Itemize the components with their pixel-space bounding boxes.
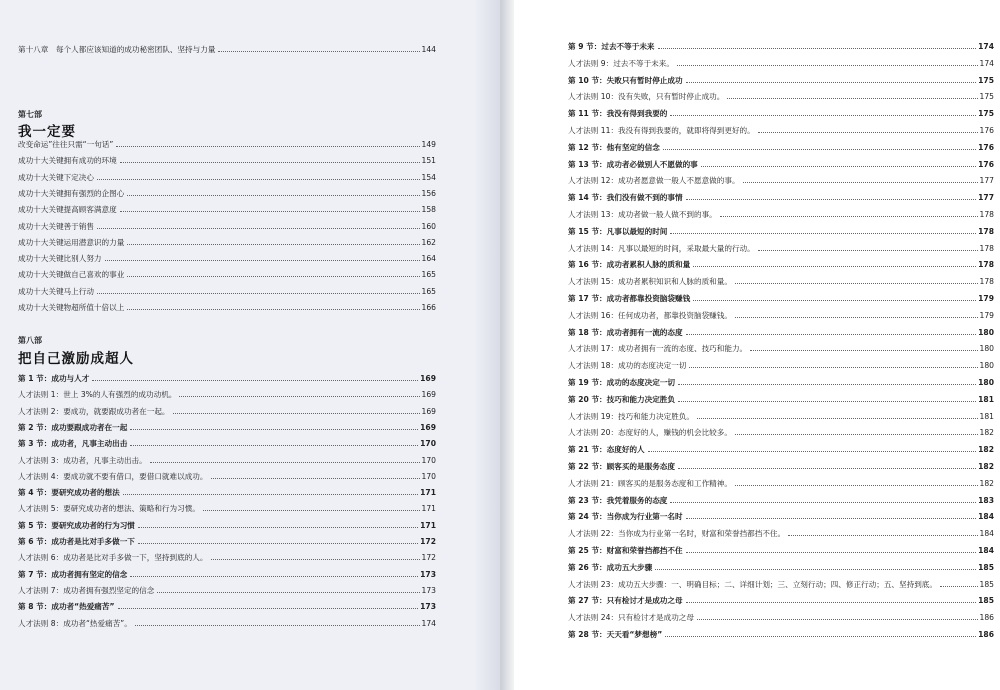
toc-entry-title: 成功十大关键物超所值十倍以上	[18, 303, 125, 312]
toc-entry	[18, 503, 436, 514]
dot-leader	[750, 350, 977, 351]
toc-entry-page: 180	[978, 378, 994, 387]
dot-leader	[677, 65, 978, 66]
toc-entry-title: 第 17 节：成功者都靠投资脑袋赚钱	[568, 294, 691, 303]
toc-section-entry	[568, 327, 994, 338]
toc-entry-page: 151	[421, 156, 436, 166]
toc-entry-page: 182	[978, 462, 994, 471]
dot-leader	[127, 309, 419, 310]
toc-section-entry	[568, 41, 994, 52]
toc-entry-page: 180	[979, 344, 994, 354]
toc-section-entry	[18, 601, 436, 612]
toc-entry-title: 第 5 节：要研究成功者的行为习惯	[18, 520, 135, 530]
toc-entry-title: 第 26 节：成功五大步骤	[568, 562, 653, 572]
toc-entry	[18, 455, 436, 466]
part-label: 第八部	[18, 336, 42, 345]
toc-entry-title: 人才法则 1：世上 3%的人有强烈的成功动机。	[18, 390, 177, 400]
toc-entry-page: 172	[420, 537, 436, 546]
toc-entry-page: 170	[421, 471, 436, 481]
toc-section-entry	[568, 629, 994, 640]
toc-entry-title: 第十八章 每个人都应该知道的成功秘密团队、坚持与力量	[18, 45, 216, 54]
toc-entry	[18, 471, 436, 482]
dot-leader	[211, 478, 420, 479]
toc-entry-title: 人才法则 18：成功的态度决定一切	[568, 361, 687, 371]
toc-entry-title: 人才法则 17：成功者拥有一流的态度、技巧和能力。	[568, 344, 748, 354]
dot-leader	[97, 179, 420, 180]
toc-entry	[18, 155, 436, 166]
toc-entry-title: 成功十大关键拥有强烈的企图心	[18, 188, 125, 198]
toc-entry-page: 184	[979, 529, 994, 539]
toc-entry-page: 165	[421, 286, 436, 296]
toc-entry-title: 人才法则 7：成功者拥有强烈坚定的信念	[18, 585, 155, 595]
book-gutter	[500, 0, 514, 690]
toc-entry-page: 154	[421, 172, 436, 182]
toc-entry-page: 175	[978, 75, 994, 85]
toc-entry-page: 144	[421, 45, 436, 54]
toc-entry	[18, 204, 436, 215]
toc-entry-title: 第 13 节：成功者必做别人不愿做的事	[568, 159, 698, 169]
toc-entry-title: 第 19 节：成功的态度决定一切	[568, 378, 675, 387]
toc-entry	[18, 302, 436, 313]
toc-entry-title: 成功十大关键提高顾客满意度	[18, 205, 117, 215]
toc-entry-title: 第 1 节：成功与人才	[18, 374, 90, 383]
dot-leader	[670, 233, 976, 234]
dot-leader	[655, 569, 976, 570]
toc-entry	[18, 286, 436, 297]
toc-entry-page: 178	[978, 260, 994, 270]
toc-section-entry	[568, 75, 994, 86]
toc-entry	[568, 125, 994, 136]
toc-entry-page: 182	[978, 445, 994, 455]
toc-entry-title: 第 9 节：过去不等于未来	[568, 42, 655, 51]
toc-section-entry	[18, 422, 436, 433]
dot-leader	[648, 451, 977, 452]
right-page	[514, 0, 1000, 690]
toc-entry-title: 第 6 节：成功者是比对手多做一下	[18, 537, 135, 546]
toc-entry-page: 185	[978, 562, 994, 572]
toc-entry-page: 169	[420, 374, 436, 383]
toc-entry-page: 178	[978, 226, 994, 236]
dot-leader	[940, 586, 978, 587]
toc-entry-page: 172	[421, 553, 436, 563]
toc-entry-title: 第 27 节：只有检讨才是成功之母	[568, 596, 683, 606]
toc-entry-page: 179	[979, 310, 994, 320]
dot-leader	[118, 608, 419, 609]
toc-entry-title: 第 25 节：财富和荣誉挡都挡不住	[568, 546, 683, 555]
toc-entry	[18, 389, 436, 400]
toc-entry	[18, 269, 436, 280]
dot-leader	[735, 434, 978, 435]
toc-entry	[18, 552, 436, 563]
toc-entry-page: 181	[978, 394, 994, 404]
toc-entry-page: 178	[979, 243, 994, 253]
toc-entry-page: 156	[421, 188, 436, 198]
part-title: 我一定要	[18, 124, 76, 140]
dot-leader	[686, 602, 977, 603]
toc-entry-title: 人才法则 22：当你成为行业第一名时，财富和荣誉挡都挡不住。	[568, 529, 786, 539]
toc-entry-title: 人才法则 11：我没有得到我要的，就即将得到更好的。	[568, 126, 755, 135]
dot-leader	[120, 211, 420, 212]
toc-entry	[568, 276, 994, 287]
toc-section-entry	[568, 394, 994, 405]
dot-leader	[211, 559, 420, 560]
toc-entry-page: 180	[978, 327, 994, 337]
dot-leader	[123, 494, 418, 495]
dot-leader	[150, 462, 420, 463]
toc-entry-title: 第 15 节：凡事以最短的时间	[568, 226, 668, 236]
toc-entry	[568, 58, 994, 69]
toc-entry-page: 184	[978, 546, 994, 555]
dot-leader	[120, 162, 420, 163]
toc-entry-page: 169	[420, 422, 436, 432]
toc-entry	[568, 411, 994, 422]
dot-leader	[788, 535, 977, 536]
toc-entry-title: 第 22 节：顾客买的是服务态度	[568, 462, 675, 471]
dot-leader	[670, 115, 976, 116]
toc-entry-page: 186	[978, 630, 994, 639]
toc-entry-title: 人才法则 14：凡事以最短的时间，采取最大量的行动。	[568, 243, 755, 253]
toc-entry-page: 166	[421, 303, 436, 312]
toc-entry-title: 第 21 节：态度好的人	[568, 445, 645, 455]
toc-section-entry	[568, 444, 994, 455]
dot-leader	[686, 552, 977, 553]
dot-leader	[138, 527, 418, 528]
toc-entry-title: 人才法则 2：要成功，就要跟成功者在一起。	[18, 406, 170, 416]
toc-entry	[18, 221, 436, 232]
dot-leader	[697, 418, 978, 419]
toc-entry-title: 第 11 节：我没有得到我要的	[568, 109, 668, 119]
dot-leader	[663, 149, 976, 150]
dot-leader	[127, 195, 419, 196]
toc-entry-title: 人才法则 6：成功者是比对手多做一下，坚持到底的人。	[18, 553, 208, 563]
toc-entry-page: 173	[420, 602, 436, 612]
dot-leader	[727, 98, 977, 99]
toc-entry-title: 第 23 节：我凭着服务的态度	[568, 495, 668, 505]
dot-leader	[689, 367, 977, 368]
toc-entry-title: 第 18 节：成功者拥有一流的态度	[568, 327, 683, 337]
dot-leader	[116, 146, 419, 147]
toc-section-entry	[568, 562, 994, 573]
toc-entry	[18, 188, 436, 199]
toc-entry	[18, 172, 436, 183]
dot-leader	[678, 468, 976, 469]
dot-leader	[686, 518, 977, 519]
dot-leader	[686, 199, 977, 200]
toc-entry-title: 第 12 节：他有坚定的信念	[568, 142, 660, 152]
toc-entry	[18, 253, 436, 264]
toc-entry	[568, 209, 994, 220]
toc-entry	[568, 427, 994, 438]
toc-entry-page: 183	[978, 495, 994, 505]
toc-entry-title: 成功十大关键比别人努力	[18, 254, 102, 264]
toc-entry-page: 149	[421, 140, 436, 149]
toc-entry-page: 169	[421, 390, 436, 400]
dot-leader	[130, 429, 418, 430]
toc-entry-title: 成功十大关键马上行动	[18, 286, 94, 296]
toc-entry-title: 人才法则 19：技巧和能力决定胜负。	[568, 411, 694, 421]
dot-leader	[97, 228, 420, 229]
toc-section-entry	[18, 569, 436, 580]
toc-entry	[18, 139, 436, 150]
toc-entry-page: 160	[421, 221, 436, 231]
toc-entry-page: 164	[421, 254, 436, 264]
toc-section-entry	[568, 595, 994, 606]
toc-entry-page: 185	[979, 579, 994, 589]
toc-entry	[568, 243, 994, 254]
toc-entry-page: 165	[421, 270, 436, 280]
dot-leader	[720, 216, 978, 217]
toc-entry-page: 177	[979, 176, 994, 186]
dot-leader	[179, 396, 419, 397]
toc-section-entry	[568, 377, 994, 388]
part-title: 把自己激励成超人	[18, 351, 134, 367]
toc-entry-page: 174	[979, 58, 994, 68]
toc-entry-title: 成功十大关键拥有成功的环境	[18, 156, 117, 166]
toc-section-entry	[568, 545, 994, 556]
dot-leader	[130, 576, 418, 577]
dot-leader	[105, 260, 420, 261]
toc-entry-page: 171	[421, 504, 436, 514]
toc-entry-title: 成功十大关键运用潜意识的力量	[18, 237, 125, 247]
part-label: 第七部	[18, 110, 42, 119]
toc-section-entry	[568, 511, 994, 522]
toc-entry-title: 人才法则 13：成功者做一般人做不到的事。	[568, 210, 717, 219]
toc-entry-title: 人才法则 3：成功者，凡事主动出击。	[18, 455, 147, 465]
toc-entry-page: 174	[978, 42, 994, 51]
toc-entry	[18, 585, 436, 596]
dot-leader	[693, 266, 976, 267]
toc-entry-title: 人才法则 24：只有检讨才是成功之母	[568, 613, 694, 623]
toc-entry-page: 173	[421, 585, 436, 595]
toc-entry-page: 174	[421, 618, 436, 628]
toc-entry-title: 改变命运”往往只需“一句话”	[18, 140, 114, 149]
toc-entry-title: 第 4 节：要研究成功者的想法	[18, 488, 120, 498]
toc-entry	[568, 528, 994, 539]
toc-entry-page: 175	[979, 92, 994, 102]
toc-entry-title: 人才法则 21：顾客买的是服务态度和工作精神。	[568, 478, 732, 488]
toc-entry-page: 178	[979, 277, 994, 287]
dot-leader	[735, 485, 978, 486]
dot-leader	[97, 293, 420, 294]
toc-entry-title: 第 10 节：失败只有暂时停止成功	[568, 75, 683, 85]
toc-entry-title: 第 20 节：技巧和能力决定胜负	[568, 394, 675, 404]
toc-entry-title: 人才法则 4：要成功就不要有借口，要借口就难以成功。	[18, 471, 208, 481]
toc-section-entry	[568, 142, 994, 153]
toc-entry-page: 176	[978, 142, 994, 152]
toc-entry-page: 179	[978, 294, 994, 303]
toc-entry	[18, 44, 436, 55]
toc-entry-page: 171	[420, 488, 436, 498]
toc-entry	[568, 343, 994, 354]
toc-entry-page: 186	[979, 613, 994, 623]
toc-section-entry	[18, 487, 436, 498]
toc-entry-title: 第 3 节：成功者，凡事主动出击	[18, 439, 128, 449]
dot-leader	[686, 82, 977, 83]
dot-leader	[135, 625, 420, 626]
toc-entry	[18, 406, 436, 417]
toc-entry-title: 第 7 节：成功者拥有坚定的信念	[18, 569, 128, 579]
toc-entry-title: 第 14 节：我们没有做不到的事情	[568, 193, 683, 203]
toc-entry	[18, 618, 436, 629]
toc-section-entry	[18, 536, 436, 547]
toc-entry-page: 184	[978, 512, 994, 522]
dot-leader	[678, 384, 976, 385]
toc-section-entry	[568, 159, 994, 170]
toc-section-entry	[568, 293, 994, 304]
toc-entry-title: 第 8 节：成功者“热爱痛苦”	[18, 602, 115, 612]
dot-leader	[701, 166, 976, 167]
toc-section-entry	[568, 226, 994, 237]
toc-entry-page: 162	[421, 237, 436, 247]
dot-leader	[665, 636, 976, 637]
toc-entry-page: 181	[979, 411, 994, 421]
toc-entry-page: 158	[421, 205, 436, 215]
dot-leader	[130, 445, 418, 446]
dot-leader	[670, 502, 976, 503]
dot-leader	[678, 401, 976, 402]
toc-section-entry	[18, 520, 436, 531]
dot-leader	[127, 276, 419, 277]
toc-entry-title: 人才法则 9：过去不等于未来。	[568, 58, 674, 68]
dot-leader	[697, 619, 978, 620]
dot-leader	[735, 317, 978, 318]
toc-entry-title: 第 2 节：成功要跟成功者在一起	[18, 422, 128, 432]
toc-entry-page: 185	[978, 596, 994, 606]
toc-entry-page: 173	[420, 569, 436, 579]
dot-leader	[127, 244, 419, 245]
toc-entry-title: 人才法则 20：态度好的人，赚钱的机会比较多。	[568, 428, 732, 438]
toc-entry-page: 175	[978, 109, 994, 119]
toc-section-entry	[568, 461, 994, 472]
toc-entry-page: 170	[421, 455, 436, 465]
toc-entry-title: 成功十大关键下定决心	[18, 172, 94, 182]
toc-entry	[568, 579, 994, 590]
toc-entry	[18, 237, 436, 248]
toc-entry-title: 人才法则 5：要研究成功者的想法、策略和行为习惯。	[18, 504, 200, 514]
toc-entry	[568, 478, 994, 489]
dot-leader	[658, 48, 977, 49]
toc-entry-title: 人才法则 16：任何成功者，都靠投资脑袋赚钱。	[568, 310, 732, 320]
toc-entry-page: 170	[420, 439, 436, 449]
dot-leader	[693, 300, 976, 301]
toc-entry-title: 第 16 节：成功者累积人脉的质和量	[568, 260, 691, 270]
toc-entry-title: 人才法则 8：成功者“热爱痛苦”。	[18, 618, 132, 628]
toc-entry-page: 182	[979, 478, 994, 488]
toc-entry	[568, 310, 994, 321]
toc-entry-page: 176	[978, 159, 994, 169]
toc-entry-page: 176	[979, 126, 994, 135]
toc-section-entry	[18, 373, 436, 384]
dot-leader	[743, 182, 978, 183]
toc-entry-page: 178	[979, 210, 994, 219]
dot-leader	[218, 51, 419, 52]
dot-leader	[157, 592, 419, 593]
toc-entry	[568, 175, 994, 186]
toc-entry-title: 人才法则 12：成功者愿意做一般人不愿意做的事。	[568, 176, 740, 186]
toc-section-entry	[568, 259, 994, 270]
toc-entry-page: 180	[979, 361, 994, 371]
dot-leader	[686, 334, 977, 335]
toc-entry-page: 169	[421, 406, 436, 416]
toc-entry-page: 177	[978, 193, 994, 203]
toc-entry	[568, 91, 994, 102]
toc-section-entry	[18, 438, 436, 449]
dot-leader	[758, 250, 978, 251]
dot-leader	[735, 283, 978, 284]
dot-leader	[92, 380, 418, 381]
dot-leader	[138, 543, 418, 544]
toc-section-entry	[568, 108, 994, 119]
toc-entry	[568, 360, 994, 371]
toc-entry-page: 171	[420, 520, 436, 530]
toc-entry-title: 成功十大关键做自己喜欢的事业	[18, 270, 125, 280]
toc-entry-page: 182	[979, 428, 994, 438]
toc-entry	[568, 612, 994, 623]
toc-section-entry	[568, 192, 994, 203]
toc-section-entry	[568, 495, 994, 506]
toc-entry-title: 第 28 节：天天看“梦想榜”	[568, 630, 663, 639]
toc-entry-title: 成功十大关键善于销售	[18, 221, 94, 231]
toc-entry-title: 第 24 节：当你成为行业第一名时	[568, 512, 683, 522]
dot-leader	[203, 510, 420, 511]
toc-entry-title: 人才法则 10：没有失败，只有暂时停止成功。	[568, 92, 725, 102]
toc-entry-title: 人才法则 15：成功者累积知识和人脉的质和量。	[568, 277, 732, 287]
dot-leader	[758, 132, 978, 133]
toc-entry-title: 人才法则 23：成功五大步骤：一、明确目标；二、详细计划；三、立刻行动；四、修正行动；五、坚持到底。	[568, 579, 937, 589]
dot-leader	[173, 413, 420, 414]
